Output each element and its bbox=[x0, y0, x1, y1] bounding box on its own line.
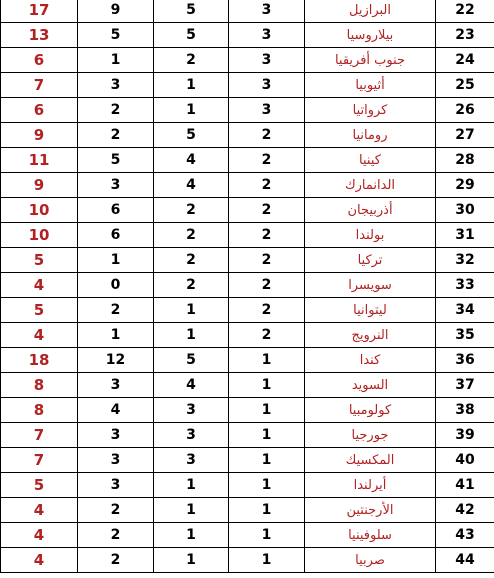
table-row bbox=[1, 173, 494, 198]
gold-medals-cell: 2 bbox=[229, 173, 305, 198]
gold-medals-cell: 1 bbox=[229, 373, 305, 398]
bronze-medals-cell: 1 bbox=[78, 248, 154, 273]
silver-medals-cell: 1 bbox=[154, 473, 229, 498]
table-row bbox=[1, 348, 494, 373]
rank-cell: 39 bbox=[436, 423, 494, 448]
country-name-cell: رومانيا bbox=[305, 123, 436, 148]
country-name-cell: بيلاروسيا bbox=[305, 23, 436, 48]
table-row bbox=[1, 298, 494, 323]
total-medals-cell: 11 bbox=[1, 148, 78, 173]
gold-medals-cell: 1 bbox=[229, 498, 305, 523]
silver-medals-cell: 1 bbox=[154, 498, 229, 523]
table-row bbox=[1, 223, 494, 248]
total-medals-cell: 5 bbox=[1, 473, 78, 498]
bronze-medals-cell: 3 bbox=[78, 73, 154, 98]
table-row bbox=[1, 548, 494, 573]
silver-medals-cell: 4 bbox=[154, 373, 229, 398]
rank-cell: 25 bbox=[436, 73, 494, 98]
gold-medals-cell: 1 bbox=[229, 423, 305, 448]
total-medals-cell: 4 bbox=[1, 498, 78, 523]
total-medals-cell: 9 bbox=[1, 123, 78, 148]
table-row bbox=[1, 423, 494, 448]
rank-cell: 41 bbox=[436, 473, 494, 498]
total-medals-cell: 10 bbox=[1, 223, 78, 248]
gold-medals-cell: 3 bbox=[229, 48, 305, 73]
silver-medals-cell: 4 bbox=[154, 148, 229, 173]
table-row bbox=[1, 123, 494, 148]
bronze-medals-cell: 4 bbox=[78, 398, 154, 423]
total-medals-cell: 8 bbox=[1, 373, 78, 398]
silver-medals-cell: 1 bbox=[154, 323, 229, 348]
country-name-cell: أذربيجان bbox=[305, 198, 436, 223]
rank-cell: 22 bbox=[436, 0, 494, 23]
rank-cell: 23 bbox=[436, 23, 494, 48]
table-body bbox=[1, 0, 494, 573]
country-name-cell: ليتوانيا bbox=[305, 298, 436, 323]
bronze-medals-cell: 3 bbox=[78, 173, 154, 198]
table-row bbox=[1, 448, 494, 473]
rank-cell: 33 bbox=[436, 273, 494, 298]
table-row bbox=[1, 498, 494, 523]
rank-cell: 40 bbox=[436, 448, 494, 473]
table-row bbox=[1, 148, 494, 173]
country-name-cell: السويد bbox=[305, 373, 436, 398]
silver-medals-cell: 5 bbox=[154, 348, 229, 373]
rank-cell: 32 bbox=[436, 248, 494, 273]
table-row bbox=[1, 523, 494, 548]
table-row bbox=[1, 373, 494, 398]
country-name-cell: تركيا bbox=[305, 248, 436, 273]
bronze-medals-cell: 3 bbox=[78, 423, 154, 448]
rank-cell: 42 bbox=[436, 498, 494, 523]
gold-medals-cell: 2 bbox=[229, 298, 305, 323]
gold-medals-cell: 1 bbox=[229, 548, 305, 573]
country-name-cell: سويسرا bbox=[305, 273, 436, 298]
silver-medals-cell: 4 bbox=[154, 173, 229, 198]
total-medals-cell: 4 bbox=[1, 548, 78, 573]
country-name-cell: كولومبيا bbox=[305, 398, 436, 423]
table-row bbox=[1, 0, 494, 23]
total-medals-cell: 7 bbox=[1, 448, 78, 473]
rank-cell: 31 bbox=[436, 223, 494, 248]
total-medals-cell: 6 bbox=[1, 98, 78, 123]
gold-medals-cell: 3 bbox=[229, 0, 305, 23]
country-name-cell: الدانمارك bbox=[305, 173, 436, 198]
gold-medals-cell: 1 bbox=[229, 523, 305, 548]
silver-medals-cell: 2 bbox=[154, 198, 229, 223]
silver-medals-cell: 2 bbox=[154, 48, 229, 73]
silver-medals-cell: 3 bbox=[154, 423, 229, 448]
bronze-medals-cell: 1 bbox=[78, 48, 154, 73]
bronze-medals-cell: 5 bbox=[78, 148, 154, 173]
rank-cell: 29 bbox=[436, 173, 494, 198]
table-row bbox=[1, 398, 494, 423]
bronze-medals-cell: 2 bbox=[78, 123, 154, 148]
total-medals-cell: 9 bbox=[1, 173, 78, 198]
table-row bbox=[1, 23, 494, 48]
table-row bbox=[1, 198, 494, 223]
silver-medals-cell: 1 bbox=[154, 548, 229, 573]
bronze-medals-cell: 6 bbox=[78, 198, 154, 223]
country-name-cell: جنوب أفريقيا bbox=[305, 48, 436, 73]
table-row bbox=[1, 473, 494, 498]
country-name-cell: المكسيك bbox=[305, 448, 436, 473]
total-medals-cell: 4 bbox=[1, 273, 78, 298]
country-name-cell: سلوفينيا bbox=[305, 523, 436, 548]
total-medals-cell: 18 bbox=[1, 348, 78, 373]
rank-cell: 35 bbox=[436, 323, 494, 348]
silver-medals-cell: 2 bbox=[154, 223, 229, 248]
bronze-medals-cell: 0 bbox=[78, 273, 154, 298]
silver-medals-cell: 5 bbox=[154, 123, 229, 148]
bronze-medals-cell: 2 bbox=[78, 98, 154, 123]
silver-medals-cell: 1 bbox=[154, 73, 229, 98]
table-row bbox=[1, 48, 494, 73]
gold-medals-cell: 3 bbox=[229, 98, 305, 123]
country-name-cell: أيرلندا bbox=[305, 473, 436, 498]
country-name-cell: بولندا bbox=[305, 223, 436, 248]
total-medals-cell: 4 bbox=[1, 523, 78, 548]
gold-medals-cell: 1 bbox=[229, 473, 305, 498]
bronze-medals-cell: 9 bbox=[78, 0, 154, 23]
gold-medals-cell: 3 bbox=[229, 23, 305, 48]
gold-medals-cell: 1 bbox=[229, 348, 305, 373]
silver-medals-cell: 5 bbox=[154, 23, 229, 48]
country-name-cell: أثيوبيا bbox=[305, 73, 436, 98]
gold-medals-cell: 1 bbox=[229, 448, 305, 473]
rank-cell: 43 bbox=[436, 523, 494, 548]
country-name-cell: جورجيا bbox=[305, 423, 436, 448]
silver-medals-cell: 3 bbox=[154, 398, 229, 423]
silver-medals-cell: 2 bbox=[154, 273, 229, 298]
total-medals-cell: 6 bbox=[1, 48, 78, 73]
table-row bbox=[1, 323, 494, 348]
gold-medals-cell: 2 bbox=[229, 248, 305, 273]
gold-medals-cell: 2 bbox=[229, 323, 305, 348]
gold-medals-cell: 1 bbox=[229, 398, 305, 423]
total-medals-cell: 4 bbox=[1, 323, 78, 348]
country-name-cell: كرواتيا bbox=[305, 98, 436, 123]
country-name-cell: كندا bbox=[305, 348, 436, 373]
gold-medals-cell: 2 bbox=[229, 273, 305, 298]
total-medals-cell: 10 bbox=[1, 198, 78, 223]
gold-medals-cell: 2 bbox=[229, 123, 305, 148]
total-medals-cell: 8 bbox=[1, 398, 78, 423]
total-medals-cell: 5 bbox=[1, 248, 78, 273]
bronze-medals-cell: 3 bbox=[78, 373, 154, 398]
rank-cell: 36 bbox=[436, 348, 494, 373]
rank-cell: 30 bbox=[436, 198, 494, 223]
total-medals-cell: 17 bbox=[1, 0, 78, 23]
gold-medals-cell: 2 bbox=[229, 223, 305, 248]
rank-cell: 44 bbox=[436, 548, 494, 573]
silver-medals-cell: 1 bbox=[154, 298, 229, 323]
bronze-medals-cell: 5 bbox=[78, 23, 154, 48]
bronze-medals-cell: 12 bbox=[78, 348, 154, 373]
silver-medals-cell: 3 bbox=[154, 448, 229, 473]
bronze-medals-cell: 2 bbox=[78, 498, 154, 523]
bronze-medals-cell: 2 bbox=[78, 298, 154, 323]
silver-medals-cell: 5 bbox=[154, 0, 229, 23]
table-row bbox=[1, 98, 494, 123]
bronze-medals-cell: 3 bbox=[78, 473, 154, 498]
total-medals-cell: 13 bbox=[1, 23, 78, 48]
rank-cell: 37 bbox=[436, 373, 494, 398]
gold-medals-cell: 2 bbox=[229, 148, 305, 173]
table-row bbox=[1, 248, 494, 273]
rank-cell: 26 bbox=[436, 98, 494, 123]
rank-cell: 28 bbox=[436, 148, 494, 173]
rank-cell: 38 bbox=[436, 398, 494, 423]
silver-medals-cell: 2 bbox=[154, 248, 229, 273]
country-name-cell: صربيا bbox=[305, 548, 436, 573]
total-medals-cell: 5 bbox=[1, 298, 78, 323]
silver-medals-cell: 1 bbox=[154, 523, 229, 548]
total-medals-cell: 7 bbox=[1, 423, 78, 448]
country-name-cell: الأرجنتين bbox=[305, 498, 436, 523]
rank-cell: 27 bbox=[436, 123, 494, 148]
country-name-cell: كينيا bbox=[305, 148, 436, 173]
silver-medals-cell: 1 bbox=[154, 98, 229, 123]
bronze-medals-cell: 2 bbox=[78, 523, 154, 548]
bronze-medals-cell: 2 bbox=[78, 548, 154, 573]
total-medals-cell: 7 bbox=[1, 73, 78, 98]
bronze-medals-cell: 6 bbox=[78, 223, 154, 248]
gold-medals-cell: 2 bbox=[229, 198, 305, 223]
gold-medals-cell: 3 bbox=[229, 73, 305, 98]
table-row bbox=[1, 273, 494, 298]
rank-cell: 34 bbox=[436, 298, 494, 323]
rank-cell: 24 bbox=[436, 48, 494, 73]
country-name-cell: النرويج bbox=[305, 323, 436, 348]
bronze-medals-cell: 1 bbox=[78, 323, 154, 348]
country-name-cell: البرازيل bbox=[305, 0, 436, 23]
table-row bbox=[1, 73, 494, 98]
bronze-medals-cell: 3 bbox=[78, 448, 154, 473]
